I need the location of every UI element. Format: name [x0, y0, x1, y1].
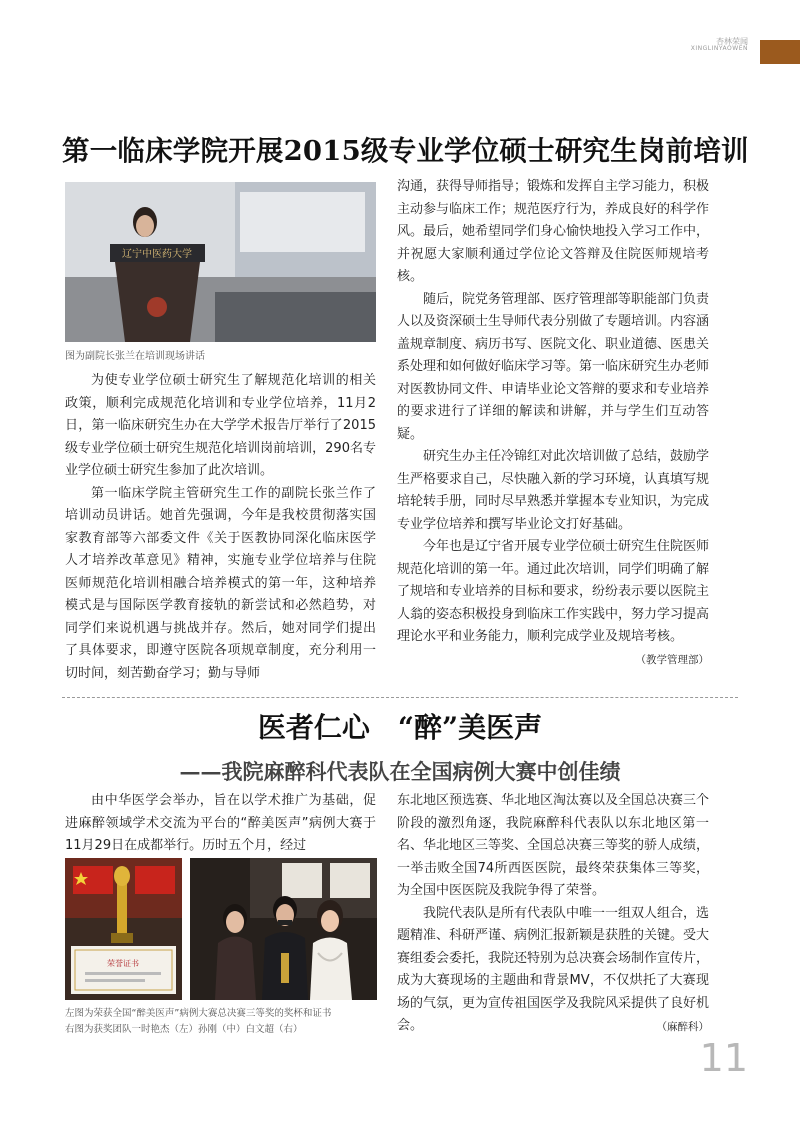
article1-left-paragraph: 为使专业学位硕士研究生了解规范化培训的相关政策，顺利完成规范化培训和专业学位培养，11月2日，第一临床研究生办在大学学术报告厅举行了2015级专业学位硕士研究生规范化培训岗前培训，290名专业学位硕士研究生参加了此次培训。 — [65, 373, 376, 478]
article1-right-paragraph: 随后，院党务管理部、医疗管理部等职能部门负责人以及资深硕士生导师代表分别做了专题培训。内容涵盖规章制度、病历书写、医院文化、职业道德、医患关系处理和如何做好临床学习等。第一临床研究生办老师对医教协同文件、申请毕业论文答辩的要求和专业培养的要求进行了详细的解读和讲解，并与学生们互动答疑。 — [397, 291, 710, 442]
section-header-bar — [760, 40, 800, 64]
section-header — [691, 38, 748, 53]
article2-caption — [65, 1006, 331, 1038]
article2-subtitle: ——我院麻醉科代表队在全国病例大赛中创佳绩 — [179, 759, 621, 784]
page-number: 11 — [699, 1036, 748, 1080]
podium-banner-text: 辽宁中医药大学 — [122, 249, 192, 260]
article2-right-paragraph: 我院代表队是所有代表队中唯一一组双人组合，选题精准、科研严谨、病例汇报新颖是获胜的关键。受大赛组委会委托，我院还特别为总决赛会场制作宣传片，成为大赛现场的主题曲和背景MV，不仅烘托了大赛现场的气氛，更为宣传祖国医学及我院风采提供了良好机会。 — [397, 905, 710, 1033]
article1-right-column — [397, 176, 709, 671]
article2-left-paragraph: 由中华医学会举办，旨在以学术推广为基础，促进麻醉领域学术交流为平台的“醉美医声”病例大赛于11月29日在成都举行。历时五个月，经过 — [65, 793, 376, 853]
article1-title: 第一临床学院开展2015级专业学位硕士研究生岗前培训 — [62, 135, 749, 167]
article-divider — [62, 697, 738, 698]
article2-caption-line: 右图为获奖团队一时艳杰（左）孙刚（中）白文超（右） — [65, 1024, 303, 1035]
article1-left-paragraph: 第一临床学院主管研究生工作的副院长张兰作了培训动员讲话。她首先强调，今年是我校贯彻落实国家教育部等六部委文件《关于医教协同深化临床医学人才培养改革意见》精神，实施专业学位培养与住院医师规范化培训相融合培养模式的第一年，这种培养模式是与国际医学教育接轨的新尝试和必然趋势，对同学们来说机遇与挑战并存。然后，她对同学们提出了具体要求，即遵守医院各项规章制度，充分利用一切时间，刻苦勤奋学习；勤与导师 — [65, 485, 376, 681]
article2-right-paragraph: 东北地区预选赛、华北地区淘汰赛以及全国总决赛三个阶段的激烈角逐，我院麻醉科代表队以东北地区第一名、华北地区三等奖、全国总决赛三等奖的骄人成绩，一举击败全国74所西医医院，最终荣获集体三等奖，为全国中医医院及我院争得了荣誉。 — [397, 793, 710, 898]
trophy-certificate-photo — [65, 858, 182, 1000]
article2-title: 医者仁心 “醉”美医声 — [257, 711, 543, 744]
article1-right-paragraph: 今年也是辽宁省开展专业学位硕士研究生住院医师规范化培训的第一年。通过此次培训，同学们明确了解了规培和专业培养的目标和要求，纷纷表示要以医院主人翁的姿态积极投身到临床工作实践中，努力学习提高理论水平和业务能力，顺利完成学业及规培考核。 — [397, 539, 710, 644]
award-team-photo — [190, 858, 377, 1000]
article1-right-paragraph: 沟通，获得导师指导；锻炼和发挥自主学习能力，积极主动参与临床工作；规范医疗行为，养成良好的科学作风。最后，她希望同学们身心愉快地投入学习工作中，并祝愿大家顺利通过学位论文答辩及住院医师规培考核。 — [397, 179, 710, 284]
article1-left-column — [65, 370, 376, 685]
section-name-en: XINGLINYAOWEN — [690, 45, 748, 53]
certificate-text: 荣誉证书 — [107, 959, 139, 968]
article2-signature: （麻醉科） — [656, 1020, 709, 1033]
article1-caption: 图为副院长张兰在培训现场讲话 — [65, 351, 205, 362]
article2-right-column — [397, 790, 709, 1038]
section-name-cn: 杏林荣闻 — [716, 37, 748, 46]
article2-caption-line: 左图为荣获全国“醉美医声”病例大赛总决赛三等奖的奖杯和证书 — [65, 1008, 332, 1019]
article1-signature: （教学管理部） — [635, 653, 709, 666]
training-photo — [65, 182, 376, 342]
article1-right-paragraph: 研究生办主任冷锦红对此次培训做了总结，鼓励学生严格要求自己，尽快融入新的学习环境，认真填写规培轮转手册，同时尽早熟悉并掌握本专业知识，为完成专业学位培养和撰写毕业论文打好基础。 — [397, 449, 710, 532]
article2-left-column — [65, 790, 376, 858]
